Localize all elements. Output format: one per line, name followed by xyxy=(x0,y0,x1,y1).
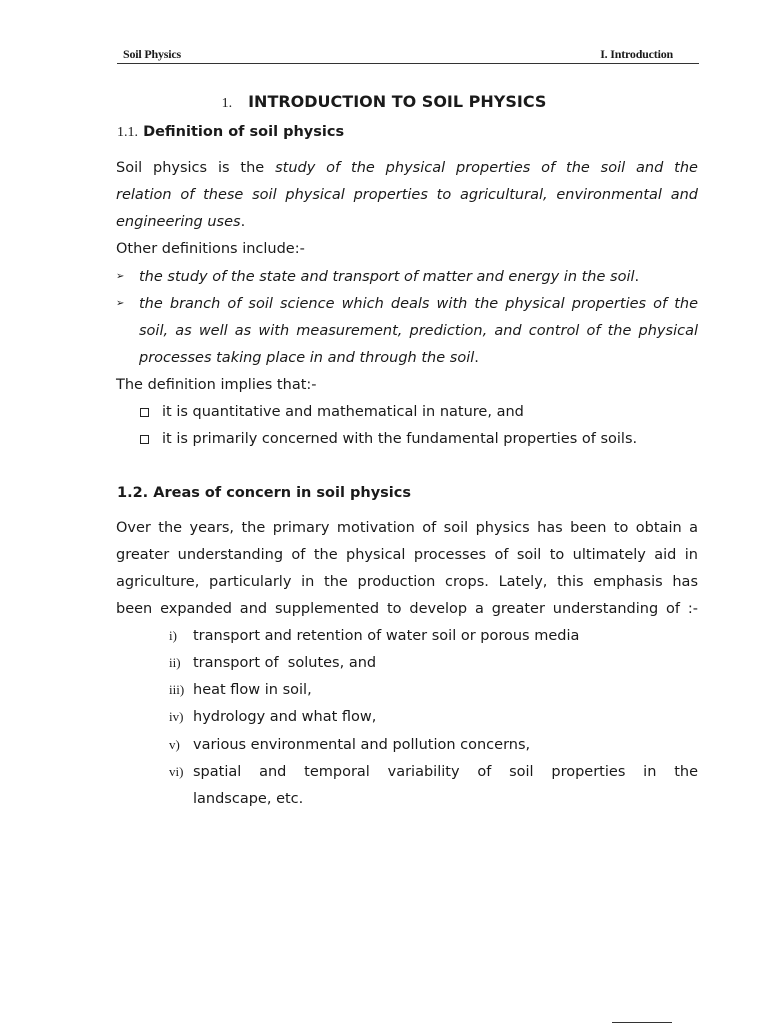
header-right: I. Introduction xyxy=(600,47,673,61)
list-item: transport and retention of water soil or porous media xyxy=(193,628,580,644)
paragraph-line: relation of these soil physical properties to agricultural, environmental and xyxy=(116,187,698,203)
list-number: ii) xyxy=(169,655,181,670)
implies-item: it is quantitative and mathematical in nature, and xyxy=(162,404,524,420)
definition-item: the branch of soil science which deals with the physical properties of the xyxy=(139,296,698,312)
definition-item-cont: soil, as well as with measurement, prediction, and control of the physical xyxy=(139,323,698,339)
header-left: Soil Physics xyxy=(123,47,181,61)
text-run-italic: engineering uses xyxy=(116,214,241,230)
running-header xyxy=(117,46,699,64)
paragraph-line: greater understanding of the physical processes of soil to ultimately aid in xyxy=(116,547,698,563)
footer-rule xyxy=(612,1022,672,1023)
section-title: Definition of soil physics xyxy=(143,124,345,140)
text-run: Soil physics is the xyxy=(116,160,276,176)
paragraph-line: been expanded and supplemented to develop a greater understanding of :- xyxy=(116,601,698,617)
section-title: Areas of concern in soil physics xyxy=(153,485,411,501)
chapter-title xyxy=(0,92,768,112)
square-bullet-icon xyxy=(140,435,149,444)
text-run: . xyxy=(240,214,246,230)
list-number: v) xyxy=(169,737,180,752)
list-number: vi) xyxy=(169,764,184,779)
text-run: . xyxy=(474,350,479,366)
section-number: 1.1. xyxy=(117,125,138,140)
definition-item xyxy=(139,268,698,286)
paragraph-line: Other definitions include:- xyxy=(116,241,305,257)
list-number: iii) xyxy=(169,682,185,697)
list-item: heat flow in soil, xyxy=(193,682,312,698)
paragraph-line: The definition implies that:- xyxy=(116,377,317,393)
paragraph-line xyxy=(116,159,698,177)
arrow-bullet-icon: ➢ xyxy=(116,271,125,282)
list-item-cont: landscape, etc. xyxy=(193,791,304,807)
chapter-title-text: INTRODUCTION TO SOIL PHYSICS xyxy=(248,92,547,111)
section-heading-1-2 xyxy=(117,485,411,501)
paragraph-line: agriculture, particularly in the production crops. Lately, this emphasis has xyxy=(116,574,698,590)
paragraph-line: Over the years, the primary motivation of soil physics has been to obtain a xyxy=(116,520,698,536)
list-item: spatial and temporal variability of soil properties in the xyxy=(193,764,698,780)
paragraph-line xyxy=(116,213,698,231)
text-run-italic: the study of the state and transport of matter and energy in the soil xyxy=(139,269,635,285)
section-number: 1.2. xyxy=(117,485,149,501)
arrow-bullet-icon: ➢ xyxy=(116,298,125,309)
square-bullet-icon xyxy=(140,408,149,417)
text-run-italic: study of the physical properties of the soil and the xyxy=(275,160,698,176)
section-heading-1-1 xyxy=(117,124,344,141)
list-number: i) xyxy=(169,628,177,643)
list-item: transport of solutes, and xyxy=(193,655,377,671)
text-run: . xyxy=(634,269,640,285)
chapter-number: 1. xyxy=(221,96,233,111)
text-run-italic: processes taking place in and through the soil xyxy=(139,350,475,366)
definition-item-cont xyxy=(139,349,698,367)
list-item: hydrology and what flow, xyxy=(193,709,377,725)
implies-item: it is primarily concerned with the fundamental properties of soils. xyxy=(162,431,638,447)
list-item: various environmental and pollution concerns, xyxy=(193,737,531,753)
list-number: iv) xyxy=(169,709,184,724)
